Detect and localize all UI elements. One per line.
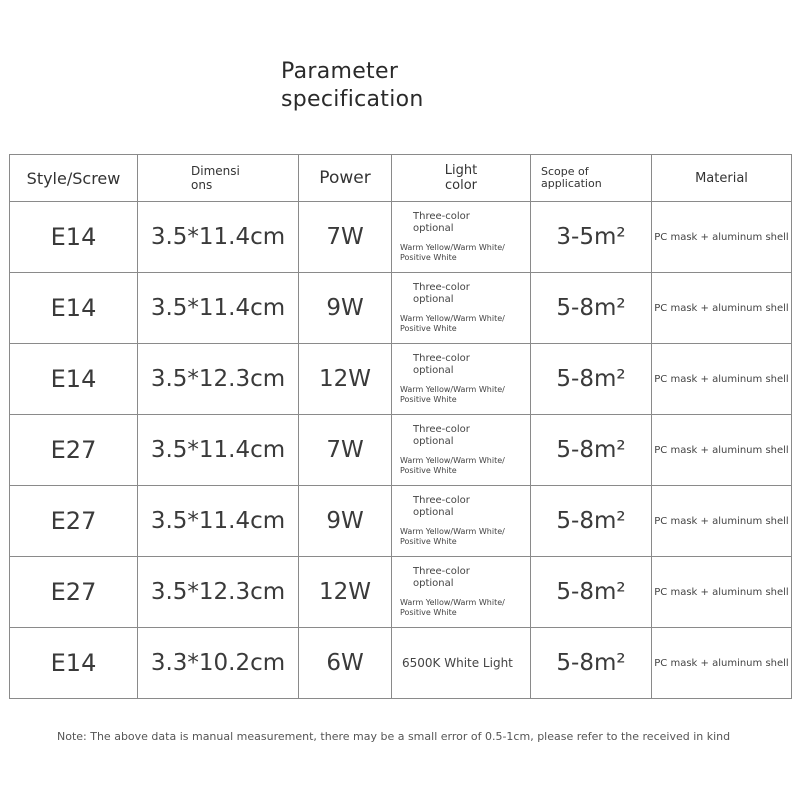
spec-table [9, 154, 792, 699]
light-option-label-2: optional [413, 436, 454, 447]
light-option-label: Three-color [413, 566, 470, 577]
light-option-label-2: optional [413, 578, 454, 589]
cell-dimensions: 3.5*11.4cm [138, 273, 299, 344]
cell-power: 9W [299, 273, 392, 344]
header-light-line-1: Light [444, 163, 478, 178]
cell-power: 7W [299, 202, 392, 273]
table-row [10, 628, 792, 699]
table-row [10, 486, 792, 557]
cell-style: E27 [10, 557, 138, 628]
header-light-line-2: color [444, 178, 477, 193]
cell-material: PC mask + aluminum shell [652, 628, 792, 699]
light-option-label: Three-color [413, 282, 470, 293]
cell-material: PC mask + aluminum shell [652, 486, 792, 557]
cell-scope: 5-8m² [531, 273, 652, 344]
light-option-label-2: optional [413, 365, 454, 376]
light-option-label-2: optional [413, 507, 454, 518]
header-scope [531, 155, 652, 202]
cell-material: PC mask + aluminum shell [652, 415, 792, 486]
cell-scope: 5-8m² [531, 486, 652, 557]
cell-light-color [392, 273, 531, 344]
cell-dimensions: 3.3*10.2cm [138, 628, 299, 699]
header-power: Power [299, 155, 392, 202]
header-scope-line-2: application [541, 177, 602, 190]
cell-scope: 3-5m² [531, 202, 652, 273]
cell-light-color [392, 557, 531, 628]
light-option-label: Three-color [413, 424, 470, 435]
cell-material: PC mask + aluminum shell [652, 273, 792, 344]
table-row [10, 202, 792, 273]
cell-style: E27 [10, 415, 138, 486]
light-option-detail-2: Positive White [400, 466, 457, 475]
cell-scope: 5-8m² [531, 557, 652, 628]
cell-style: E27 [10, 486, 138, 557]
cell-light-color [392, 415, 531, 486]
cell-light-color [392, 486, 531, 557]
light-option-detail: Warm Yellow/Warm White/ [400, 598, 505, 607]
light-option-detail: Warm Yellow/Warm White/ [400, 385, 505, 394]
light-option-detail-2: Positive White [400, 608, 457, 617]
cell-dimensions: 3.5*11.4cm [138, 415, 299, 486]
light-option-label-2: optional [413, 294, 454, 305]
cell-scope: 5-8m² [531, 344, 652, 415]
cell-power: 12W [299, 344, 392, 415]
light-option-detail: Warm Yellow/Warm White/ [400, 243, 505, 252]
light-option-detail: Warm Yellow/Warm White/ [400, 527, 505, 536]
title-line-1: Parameter [281, 59, 399, 84]
cell-material: PC mask + aluminum shell [652, 202, 792, 273]
cell-dimensions: 3.5*11.4cm [138, 202, 299, 273]
light-option-detail-2: Positive White [400, 253, 457, 262]
light-option-detail-2: Positive White [400, 324, 457, 333]
cell-power: 9W [299, 486, 392, 557]
light-option-label: Three-color [413, 353, 470, 364]
cell-style: E14 [10, 273, 138, 344]
header-scope-line-1: Scope of [541, 165, 589, 178]
table-row [10, 557, 792, 628]
light-option-detail: Warm Yellow/Warm White/ [400, 314, 505, 323]
cell-light-color [392, 202, 531, 273]
table-row [10, 273, 792, 344]
header-dimensions-line-2: ons [191, 178, 213, 192]
cell-power: 6W [299, 628, 392, 699]
cell-scope: 5-8m² [531, 628, 652, 699]
header-material: Material [652, 155, 792, 202]
header-style: Style/Screw [10, 155, 138, 202]
light-option-detail-2: Positive White [400, 395, 457, 404]
light-option-label: Three-color [413, 211, 470, 222]
light-option-label-2: optional [413, 223, 454, 234]
cell-dimensions: 3.5*12.3cm [138, 344, 299, 415]
page-title [281, 58, 424, 114]
light-option-detail: Warm Yellow/Warm White/ [400, 456, 505, 465]
header-row [10, 155, 792, 202]
cell-material: PC mask + aluminum shell [652, 557, 792, 628]
table-row [10, 344, 792, 415]
cell-dimensions: 3.5*11.4cm [138, 486, 299, 557]
cell-style: E14 [10, 202, 138, 273]
header-dimensions-line-1: Dimensi [191, 164, 240, 178]
cell-power: 12W [299, 557, 392, 628]
cell-power: 7W [299, 415, 392, 486]
cell-light-color [392, 344, 531, 415]
cell-dimensions: 3.5*12.3cm [138, 557, 299, 628]
header-light-color [392, 155, 531, 202]
cell-style: E14 [10, 344, 138, 415]
table-row [10, 415, 792, 486]
measurement-note: Note: The above data is manual measurement, there may be a small error of 0.5-1cm, please refer to the received in kind [57, 730, 731, 743]
light-option-label: Three-color [413, 495, 470, 506]
cell-style: E14 [10, 628, 138, 699]
cell-scope: 5-8m² [531, 415, 652, 486]
cell-light-color [392, 628, 531, 699]
light-option-detail-2: Positive White [400, 537, 457, 546]
cell-material: PC mask + aluminum shell [652, 344, 792, 415]
light-option-label: 6500K White Light [402, 656, 513, 670]
header-dimensions [138, 155, 299, 202]
title-line-2: specification [281, 87, 424, 112]
